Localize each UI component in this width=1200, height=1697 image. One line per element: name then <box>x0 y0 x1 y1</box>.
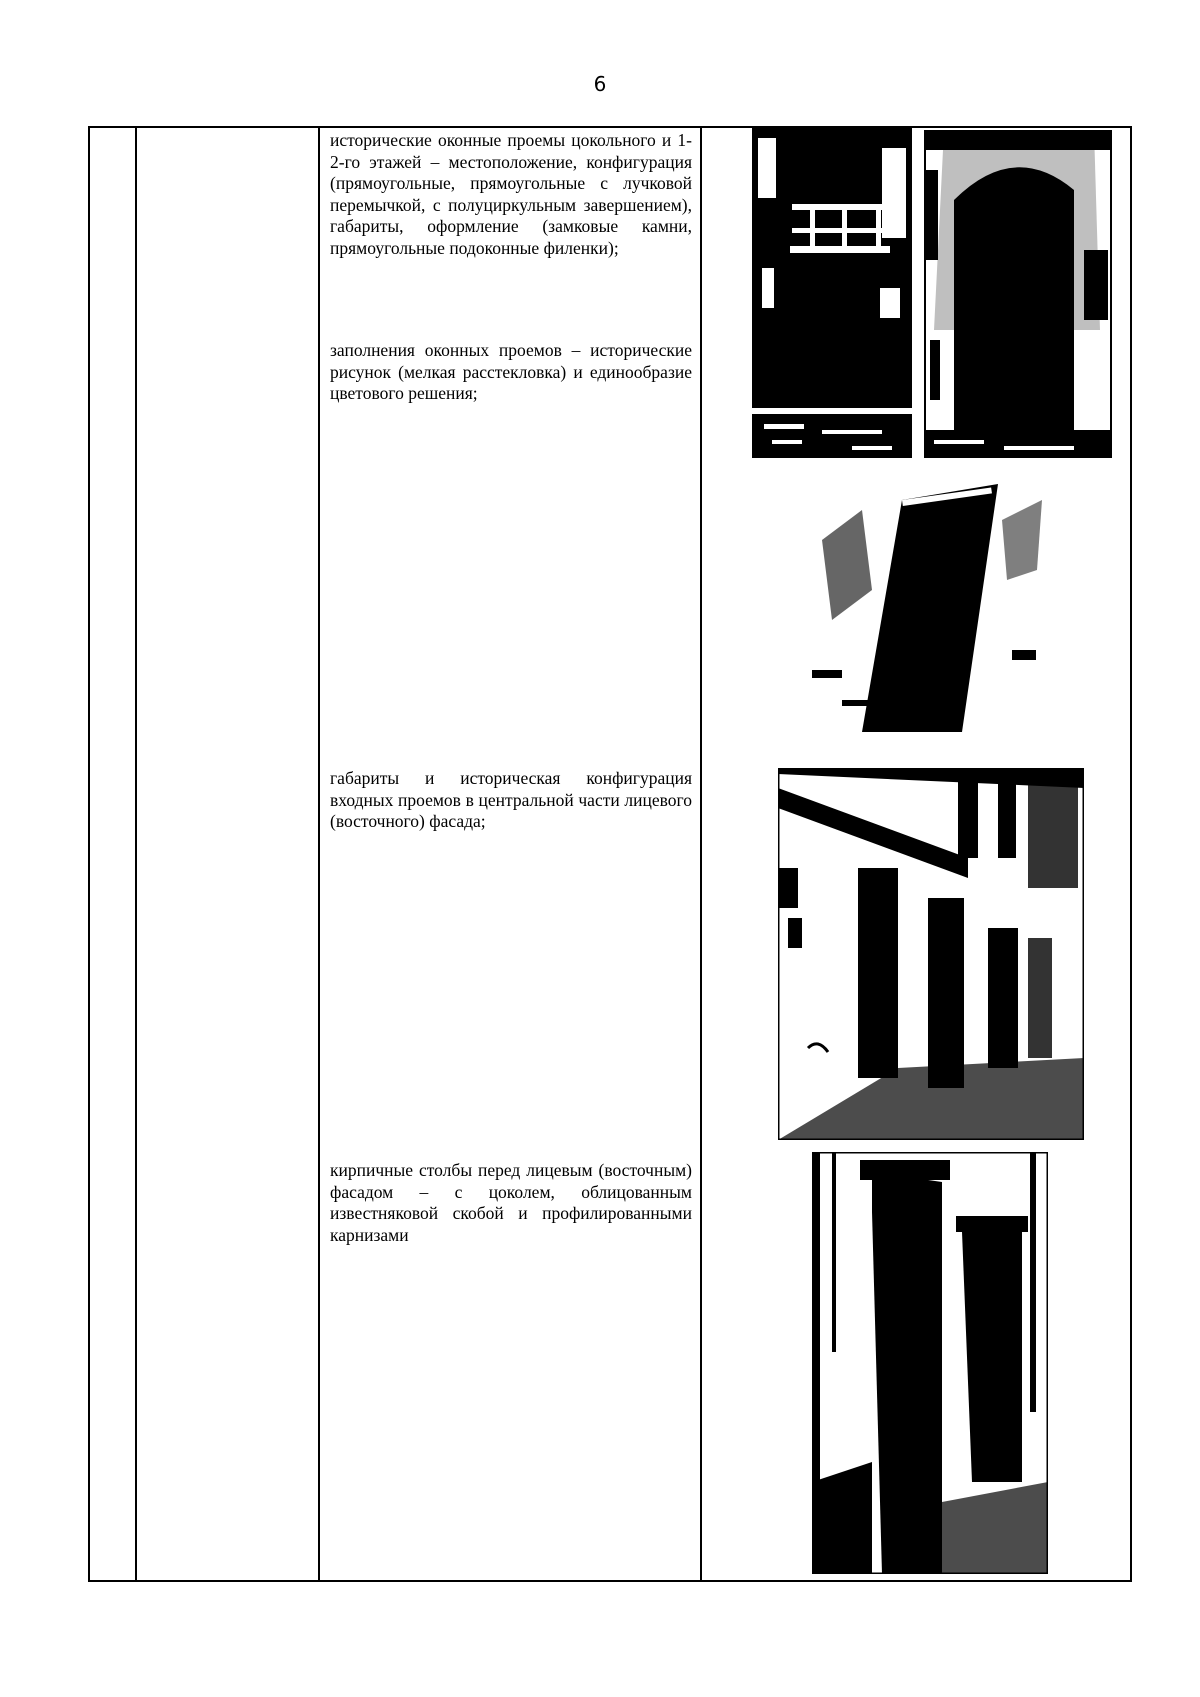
table-border-left <box>88 126 90 1582</box>
table-column-divider-2 <box>318 126 320 1582</box>
table-border-bottom <box>88 1580 1132 1582</box>
photo-window-arched <box>924 130 1112 458</box>
feature-text-brick-pillars: кирпичные столбы перед лицевым (восточным) фасадом – с цоколем, облицованным известняковой скобой и профилированными карнизами <box>330 1160 692 1245</box>
table-border-top <box>88 126 1132 128</box>
table-border-right <box>1130 126 1132 1582</box>
photo-entrances <box>778 768 1084 1140</box>
feature-text-window-fillings: заполнения оконных проемов – исторические рисунок (мелкая расстекловка) и единообразие цветового решения; <box>330 340 692 403</box>
photo-window-rectangular <box>752 128 912 458</box>
table-column-divider-1 <box>135 126 137 1582</box>
table-column-divider-3 <box>700 126 702 1582</box>
photo-window-filling <box>802 470 1052 732</box>
feature-text-windows: исторические оконные проемы цокольного и 1-2-го этажей – местоположение, конфигурация (прямоугольные, прямоугольные с лучковой перемычкой, с полуциркульным завершением), габариты, оформление (замковые камни, прямоугольные подоконные филенки); <box>330 130 692 258</box>
feature-text-entrances: габариты и историческая конфигурация входных проемов в центральной части лицевого (восточного) фасада; <box>330 768 692 831</box>
page-number: 6 <box>593 72 607 96</box>
photo-brick-pillars <box>812 1152 1048 1574</box>
